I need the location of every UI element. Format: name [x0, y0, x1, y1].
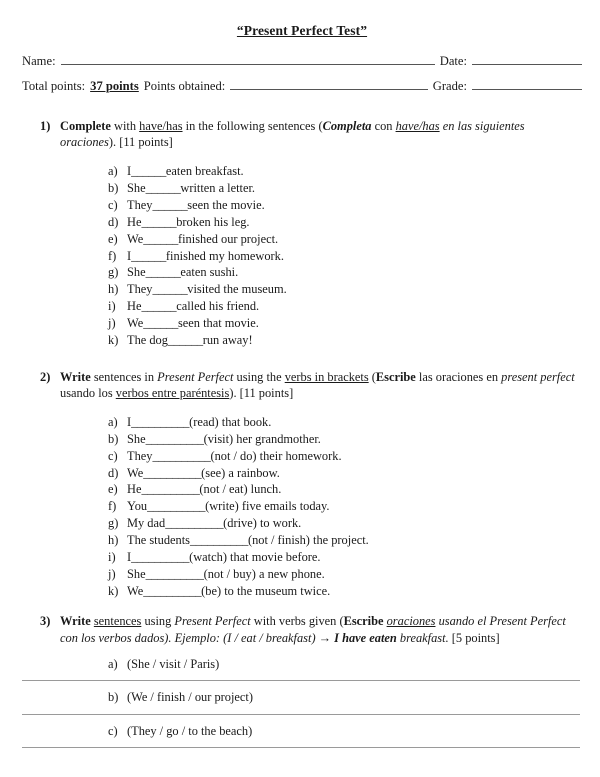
date-label: Date:	[439, 54, 467, 68]
list-item: d) He ______ broken his leg.	[108, 214, 250, 229]
answer-prompt: (They / go / to the beach)	[127, 723, 253, 738]
list-item: c) (They / go / to the beach)	[22, 722, 582, 741]
answer-blank[interactable]: ______	[131, 248, 166, 263]
answer-write-line[interactable]	[22, 714, 580, 715]
list-item: c) They ______ seen the movie.	[108, 197, 265, 212]
list-item: b) She ______ written a letter.	[108, 181, 256, 196]
page-title-row	[22, 22, 582, 40]
answer-blank[interactable]: ______	[141, 299, 177, 314]
answer-blank[interactable]: __________	[147, 499, 206, 514]
list-item: i) He ______ called his friend.	[108, 299, 260, 314]
list-item: j) We ______ seen that movie.	[108, 315, 259, 330]
list-item: j) She __________ (not / buy) a new phone.	[108, 566, 325, 581]
exercise-3-heading	[22, 613, 582, 645]
list-item: i) I __________ (watch) that movie before.	[108, 549, 321, 564]
grade-label: Grade:	[432, 79, 467, 93]
answer-blank[interactable]: __________	[131, 414, 190, 429]
date-input-rule[interactable]	[472, 55, 582, 65]
exercise-3-number: 3)	[40, 614, 51, 629]
list-item: b) (We / finish / our project)	[22, 688, 582, 707]
answer-prompt: (She / visit / Paris)	[127, 656, 220, 671]
name-date-line	[22, 54, 582, 69]
points-obtained-label: Points obtained:	[143, 79, 226, 93]
list-item: h) They ______ visited the museum.	[108, 282, 287, 297]
answer-blank[interactable]: __________	[145, 566, 204, 581]
answer-blank[interactable]: ______	[167, 332, 203, 347]
page-title: “Present Perfect Test”	[236, 23, 368, 38]
list-item: a) I ______ eaten breakfast.	[108, 164, 244, 179]
answer-prompt: (We / finish / our project)	[127, 690, 253, 705]
list-item: a) (She / visit / Paris)	[22, 655, 582, 674]
answer-blank[interactable]: __________	[131, 549, 190, 564]
answer-blank[interactable]: __________	[152, 448, 211, 463]
answer-blank[interactable]: ______	[143, 231, 178, 246]
list-item: g) She ______ eaten sushi.	[108, 265, 239, 280]
exercise-2-number: 2)	[40, 369, 51, 384]
list-item: e) We ______ finished our project.	[108, 231, 279, 246]
answer-blank[interactable]: __________	[141, 482, 200, 497]
list-item: b) She __________ (visit) her grandmother.	[108, 431, 321, 446]
exercise-1-heading	[22, 118, 582, 150]
answer-blank[interactable]: ______	[152, 197, 188, 212]
list-item: c) They __________ (not / do) their homework.	[108, 448, 342, 463]
answer-blank[interactable]: __________	[165, 516, 224, 531]
exercise-1-instruction: Complete with have/has in the following sentences (Completa con have/has en las siguientes oraciones). [11 points]	[60, 119, 525, 150]
total-points-label: Total points:	[22, 79, 86, 93]
answer-blank[interactable]: __________	[145, 431, 204, 446]
answer-blank[interactable]: __________	[143, 583, 202, 598]
exercise-3-instruction: Write sentences using Present Perfect with verbs given (Escribe oraciones usando el Present Perfect con los verbos dados). Ejemplo: (I / eat / breakfast) → I have eaten breakfast. [5 points]	[60, 614, 566, 645]
list-item: k) We __________ (be) to the museum twice.	[108, 583, 331, 598]
list-item: d) We __________ (see) a rainbow.	[108, 465, 280, 480]
exercise-2	[22, 369, 582, 600]
answer-blank[interactable]: ______	[143, 315, 178, 330]
exercise-1	[22, 118, 582, 349]
name-input-rule[interactable]	[61, 55, 435, 65]
total-points-value: 37 points	[90, 79, 139, 93]
list-item: g) My dad __________ (drive) to work.	[108, 516, 302, 531]
answer-blank[interactable]: ______	[145, 265, 181, 280]
points-grade-line	[22, 79, 582, 94]
exercise-3	[22, 613, 582, 748]
list-item: h) The students __________ (not / finish) the project.	[108, 532, 369, 547]
name-label: Name:	[22, 54, 56, 68]
answer-blank[interactable]: ______	[141, 214, 177, 229]
answer-blank[interactable]: __________	[143, 465, 202, 480]
list-item: k) The dog ______ run away!	[108, 332, 253, 347]
exercise-2-instruction: Write sentences in Present Perfect using the verbs in brackets (Escribe las oraciones en present perfect usando los verbos entre paréntesis). [11 points]	[60, 369, 575, 400]
exercise-1-number: 1)	[40, 119, 51, 133]
list-item: f) You __________ (write) five emails today.	[108, 499, 330, 514]
answer-write-line[interactable]	[22, 747, 580, 748]
exercise-3-example: Ejemplo: (I / eat / breakfast) →	[171, 630, 335, 645]
exercise-3-answers	[22, 655, 582, 749]
answer-blank[interactable]: ______	[145, 181, 181, 196]
answer-write-line[interactable]	[22, 680, 580, 681]
points-obtained-rule[interactable]	[230, 80, 427, 90]
grade-input-rule[interactable]	[472, 80, 582, 90]
answer-blank[interactable]: ______	[152, 282, 188, 297]
list-item: a) I __________ (read) that book.	[108, 414, 272, 429]
answer-blank[interactable]: ______	[131, 164, 166, 179]
list-item: f) I ______ finished my homework.	[108, 248, 284, 263]
exercise-2-heading	[22, 369, 582, 401]
list-item: e) He __________ (not / eat) lunch.	[108, 482, 282, 497]
exercise-2-items	[22, 414, 582, 599]
answer-blank[interactable]: __________	[189, 532, 248, 547]
ex1-verb: Complete	[60, 119, 111, 133]
exercise-1-items	[22, 163, 582, 348]
